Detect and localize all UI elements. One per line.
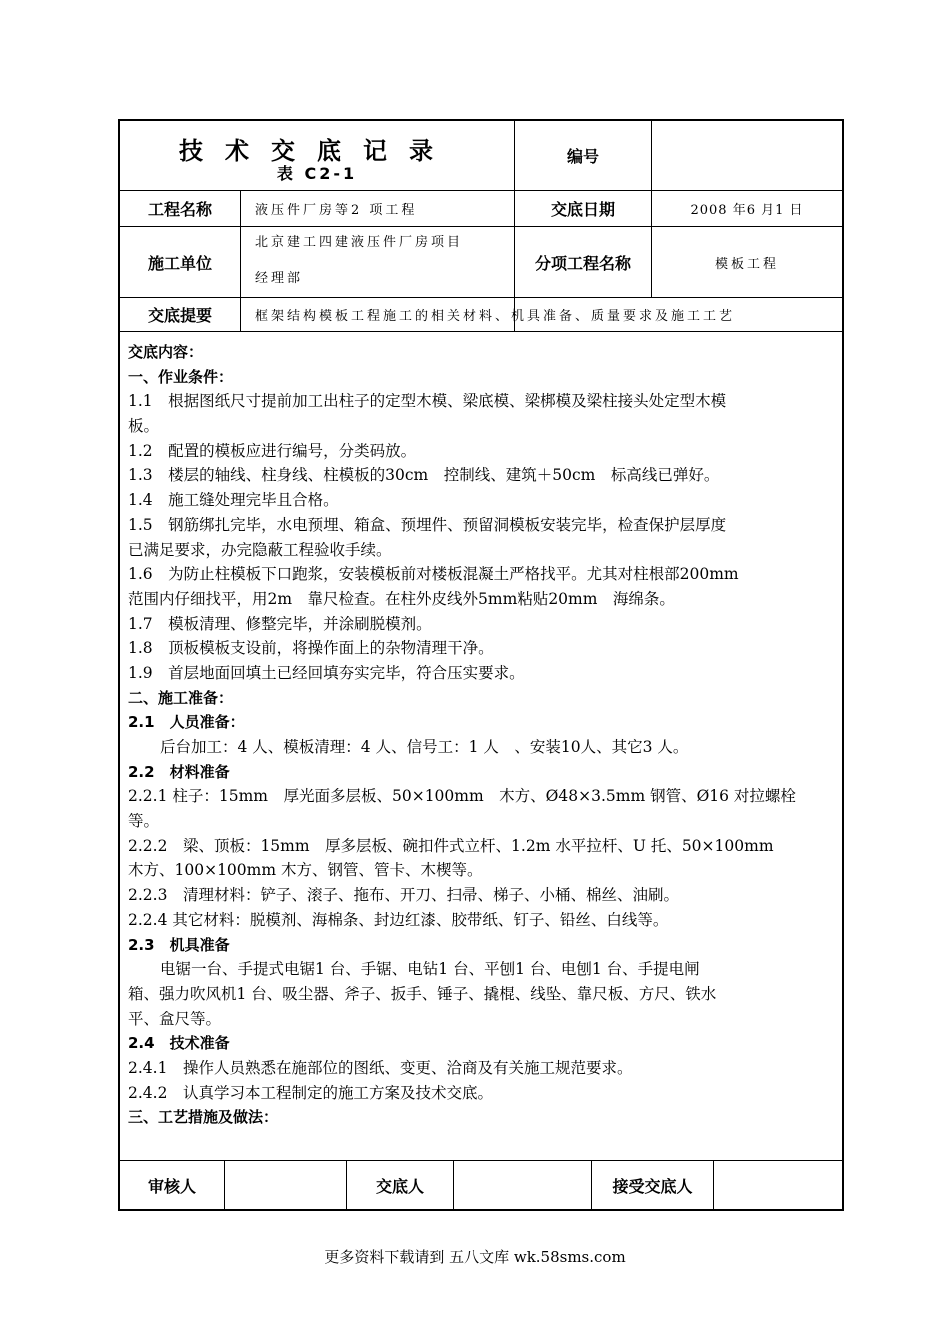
content-line: 2.2.2 梁、顶板：15mm 厚多层板、碗扣件式立杆、1.2m 水平拉杆、U 托、50×100mm	[128, 836, 774, 855]
section-heading: 2.2 材料准备	[128, 762, 230, 781]
content-line: 2.4.1 操作人员熟悉在施部位的图纸、变更、洽商及有关施工规范要求。	[128, 1058, 633, 1077]
content-line: 箱、强力吹风机1 台、吸尘器、斧子、扳手、锤子、撬棍、线坠、靠尺板、方尺、铁水	[128, 984, 717, 1003]
section-heading: 三、工艺措施及做法：	[128, 1108, 279, 1127]
content-line: 木方、100×100mm 木方、钢管、管卡、木楔等。	[128, 861, 483, 880]
project-name-label: 工程名称	[147, 200, 212, 219]
content-line: 1.7 模板清理、修整完毕，并涂刷脱模剂。	[128, 614, 432, 633]
footer-note: 更多资料下载请到 五八文库 wk.58sms.com	[324, 1248, 626, 1266]
disclosure-content	[128, 340, 834, 1130]
number-label: 编号	[566, 147, 599, 166]
content-line: 范围内仔细找平，用2m 靠尺检查。在柱外皮线外5mm粘贴20mm 海绵条。	[128, 589, 675, 608]
content-line: 等。	[128, 812, 160, 831]
receiver-label: 接受交底人	[612, 1176, 693, 1196]
section-heading: 2.1 人员准备：	[128, 713, 245, 732]
receiver-field[interactable]	[714, 1161, 842, 1209]
unit-value	[241, 227, 514, 297]
form-code: 表 C2-1	[276, 164, 358, 183]
presenter-field[interactable]	[454, 1161, 591, 1209]
reviewer-field[interactable]	[225, 1161, 346, 1209]
content-line: 1.4 施工缝处理完毕且合格。	[128, 491, 339, 510]
content-line: 板。	[128, 417, 160, 436]
content-line: 电锯一台、手提式电锯1 台、手锯、电钻1 台、平刨1 台、电刨1 台、手提电闸	[160, 960, 700, 979]
row-divider	[119, 331, 843, 332]
unit-line-2: 经理部	[255, 271, 304, 286]
unit-label: 施工单位	[147, 253, 212, 273]
content-line: 2.2.3 清理材料：铲子、滚子、拖布、开刀、扫帚、梯子、小桶、棉丝、油刷。	[128, 886, 679, 905]
summary-value: 框架结构模板工程施工的相关材料、机具准备、质量要求及施工工艺	[255, 309, 736, 324]
document-title: 技术交底记录	[179, 137, 455, 165]
section-heading: 交底内容：	[128, 343, 204, 361]
section-heading: 2.3 机具准备	[128, 935, 230, 954]
content-line: 2.4.2 认真学习本工程制定的施工方案及技术交底。	[128, 1083, 493, 1102]
project-name-value: 液压件厂房等2 项工程	[255, 203, 418, 218]
content-line: 已满足要求，办完隐蔽工程验收手续。	[128, 540, 392, 559]
content-line: 1.1 根据图纸尺寸提前加工出柱子的定型木模、梁底模、梁梆模及梁柱接头处定型木模	[128, 392, 727, 411]
content-line: 1.6 为防止柱模板下口跑浆，安装模板前对楼板混凝土严格找平。尤其对柱根部200mm	[128, 565, 739, 584]
date-value: 2008 年6 月1 日	[690, 203, 804, 218]
content-line: 1.9 首层地面回填土已经回填夯实完毕，符合压实要求。	[128, 663, 525, 682]
summary-label: 交底提要	[147, 306, 212, 325]
subitem-value: 模板工程	[714, 256, 779, 272]
presenter-label: 交底人	[375, 1176, 424, 1196]
content-line: 1.2 配置的模板应进行编号，分类码放。	[128, 441, 417, 460]
number-field[interactable]	[652, 121, 842, 190]
content-line: 1.3 楼层的轴线、柱身线、柱模板的30cm 控制线、建筑＋50cm 标高线已弹好。	[128, 466, 720, 485]
reviewer-label: 审核人	[147, 1176, 196, 1196]
content-line: 后台加工：4 人、模板清理：4 人、信号工：1 人 、安装10人、其它3 人。	[160, 738, 689, 756]
content-line: 1.8 顶板模板支设前，将操作面上的杂物清理干净。	[128, 639, 494, 658]
section-heading: 二、施工准备：	[128, 688, 234, 707]
section-heading: 2.4 技术准备	[128, 1034, 230, 1053]
content-line: 2.2.1 柱子：15mm 厚光面多层板、50×100mm 木方、Ø48×3.5mm 钢管、Ø16 对拉螺栓	[128, 787, 796, 806]
unit-line-1: 北京建工四建液压件厂房项目	[255, 235, 464, 250]
subitem-label: 分项工程名称	[534, 253, 631, 273]
section-heading: 一、作业条件：	[128, 367, 234, 386]
content-line: 平、盒尺等。	[128, 1009, 222, 1028]
date-label: 交底日期	[550, 200, 615, 219]
title-cell	[120, 121, 514, 190]
content-line: 1.5 钢筋绑扎完毕，水电预埋、箱盒、预埋件、预留洞模板安装完毕，检查保护层厚度	[128, 515, 727, 534]
content-line: 2.2.4 其它材料：脱模剂、海棉条、封边红漆、胶带纸、钉子、铅丝、白线等。	[128, 910, 669, 929]
